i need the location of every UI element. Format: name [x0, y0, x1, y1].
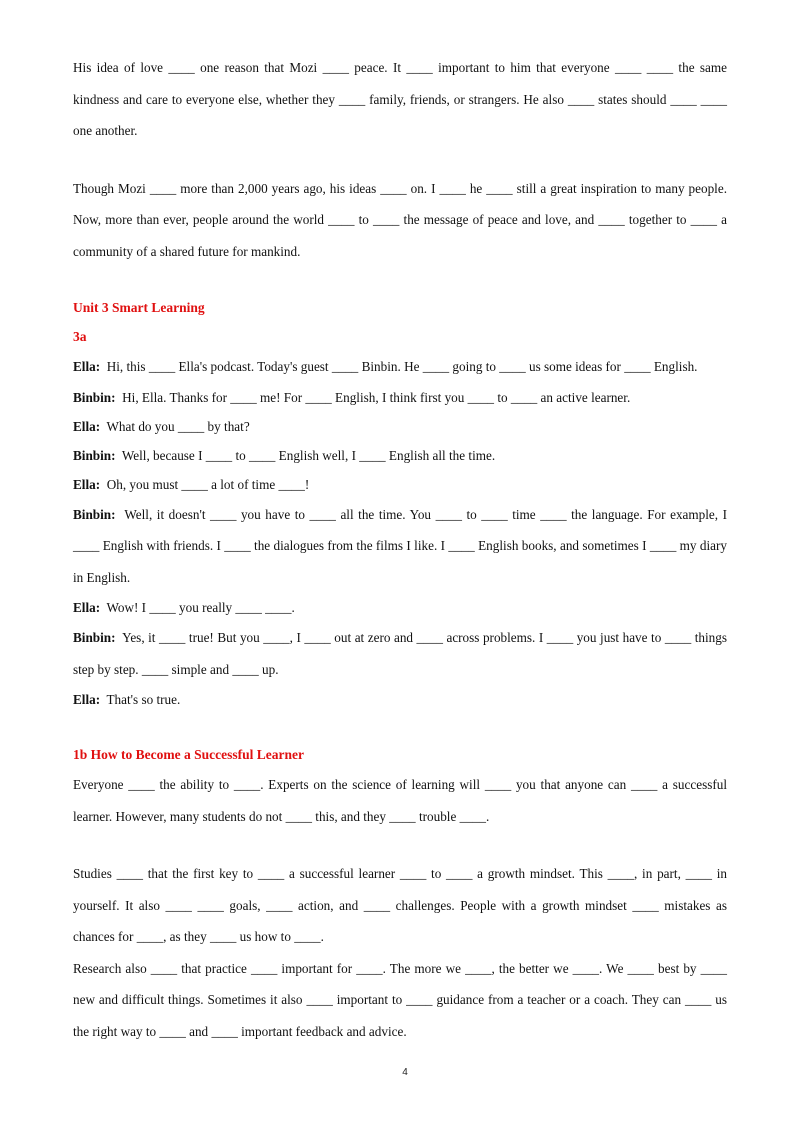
section-3a-heading: 3a	[73, 329, 87, 344]
dialogue-line	[73, 499, 727, 594]
dialogue-line	[73, 685, 727, 714]
paragraph-mozi-love: His idea of love ____ one reason that Mozi ____ peace. It ____ important to him that everyone ____ ____ the same kindness and care to everyone else, whether they ____ family, friends, or strangers. He also ____ states should ____ ____ one another.	[73, 60, 727, 138]
dialogue-line	[73, 441, 727, 470]
speaker-label: Binbin:	[73, 506, 116, 522]
speaker-label: Ella:	[73, 418, 101, 434]
paragraph-gap	[73, 714, 727, 740]
paragraph-1b-mindset: Studies ____ that the first key to ____ a successful learner ____ to ____ a growth mindset. This ____, in part, ____ in yourself. It also ____ ____ goals, ____ action, and ____ challenges. People with a growth mindset ____ mistakes as chances for ____, as they ____ us how to ____.	[73, 866, 727, 944]
unit-heading: Unit 3 Smart Learning	[73, 300, 205, 315]
paragraph-1b-practice: Research also ____ that practice ____ important for ____. The more we ____, the better we ____. We ____ best by ____ new and difficult things. Sometimes it also ____ important to ____ guidance from a teacher or a coach. They can ____ us the right way to ____ and ____ important feedback and advice.	[73, 960, 727, 1039]
speaker-label: Ella:	[73, 476, 101, 492]
speaker-label: Binbin:	[73, 630, 116, 645]
section-1b-heading: 1b How to Become a Successful Learner	[73, 747, 304, 762]
dialogue-text: What do you ____ by that?	[106, 418, 250, 434]
speaker-label: Binbin:	[73, 389, 116, 405]
speaker-label: Ella:	[73, 359, 101, 374]
dialogue-line	[73, 470, 727, 499]
dialogue-text: Wow! I ____ you really ____ ____.	[106, 600, 295, 615]
dialogue-line	[73, 622, 727, 685]
dialogue-line	[73, 351, 727, 383]
paragraph-mozi-legacy: Though Mozi ____ more than 2,000 years ago, his ideas ____ on. I ____ he ____ still a great inspiration to many people. Now, more than ever, people around the world ____ to ____ the message of peace and love, and ____ together to ____ a community of a shared future for mankind.	[73, 180, 727, 259]
speaker-label: Ella:	[73, 600, 101, 615]
dialogue-text: Hi, this ____ Ella's podcast. Today's guest ____ Binbin. He ____ going to ____ us some ideas for ____ English.	[106, 359, 698, 374]
paragraph-1b-intro: Everyone ____ the ability to ____. Experts on the science of learning will ____ you that anyone can ____ a successful learner. However, many students do not ____ this, and they ____ trouble ____.	[73, 777, 727, 824]
dialogue-line	[73, 412, 727, 441]
document-page	[73, 52, 727, 1047]
dialogue-text: That's so true.	[106, 692, 181, 707]
paragraph-gap	[73, 267, 727, 293]
dialogue-line	[73, 383, 727, 412]
speaker-label: Binbin:	[73, 447, 116, 463]
dialogue	[73, 351, 727, 714]
dialogue-text: Yes, it ____ true! But you ____, I ____ out at zero and ____ across problems. I ____ you just have to ____ things step by step. ____ simple and ____ up.	[73, 630, 727, 677]
dialogue-text: Well, because I ____ to ____ English well, I ____ English all the time.	[121, 447, 496, 463]
speaker-label: Ella:	[73, 692, 101, 707]
dialogue-line	[73, 593, 727, 622]
paragraph-gap	[73, 832, 727, 858]
page-number: 4	[402, 1067, 408, 1078]
dialogue-text: Hi, Ella. Thanks for ____ me! For ____ English, I think first you ____ to ____ an active learner.	[122, 389, 631, 405]
dialogue-text: Well, it doesn't ____ you have to ____ all the time. You ____ to ____ time ____ the language. For example, I ____ English with friends. I ____ the dialogues from the films I like. I ____ English books, and sometimes I ____ my diary in English.	[73, 506, 727, 585]
paragraph-gap	[73, 147, 727, 173]
dialogue-text: Oh, you must ____ a lot of time ____!	[106, 476, 310, 492]
